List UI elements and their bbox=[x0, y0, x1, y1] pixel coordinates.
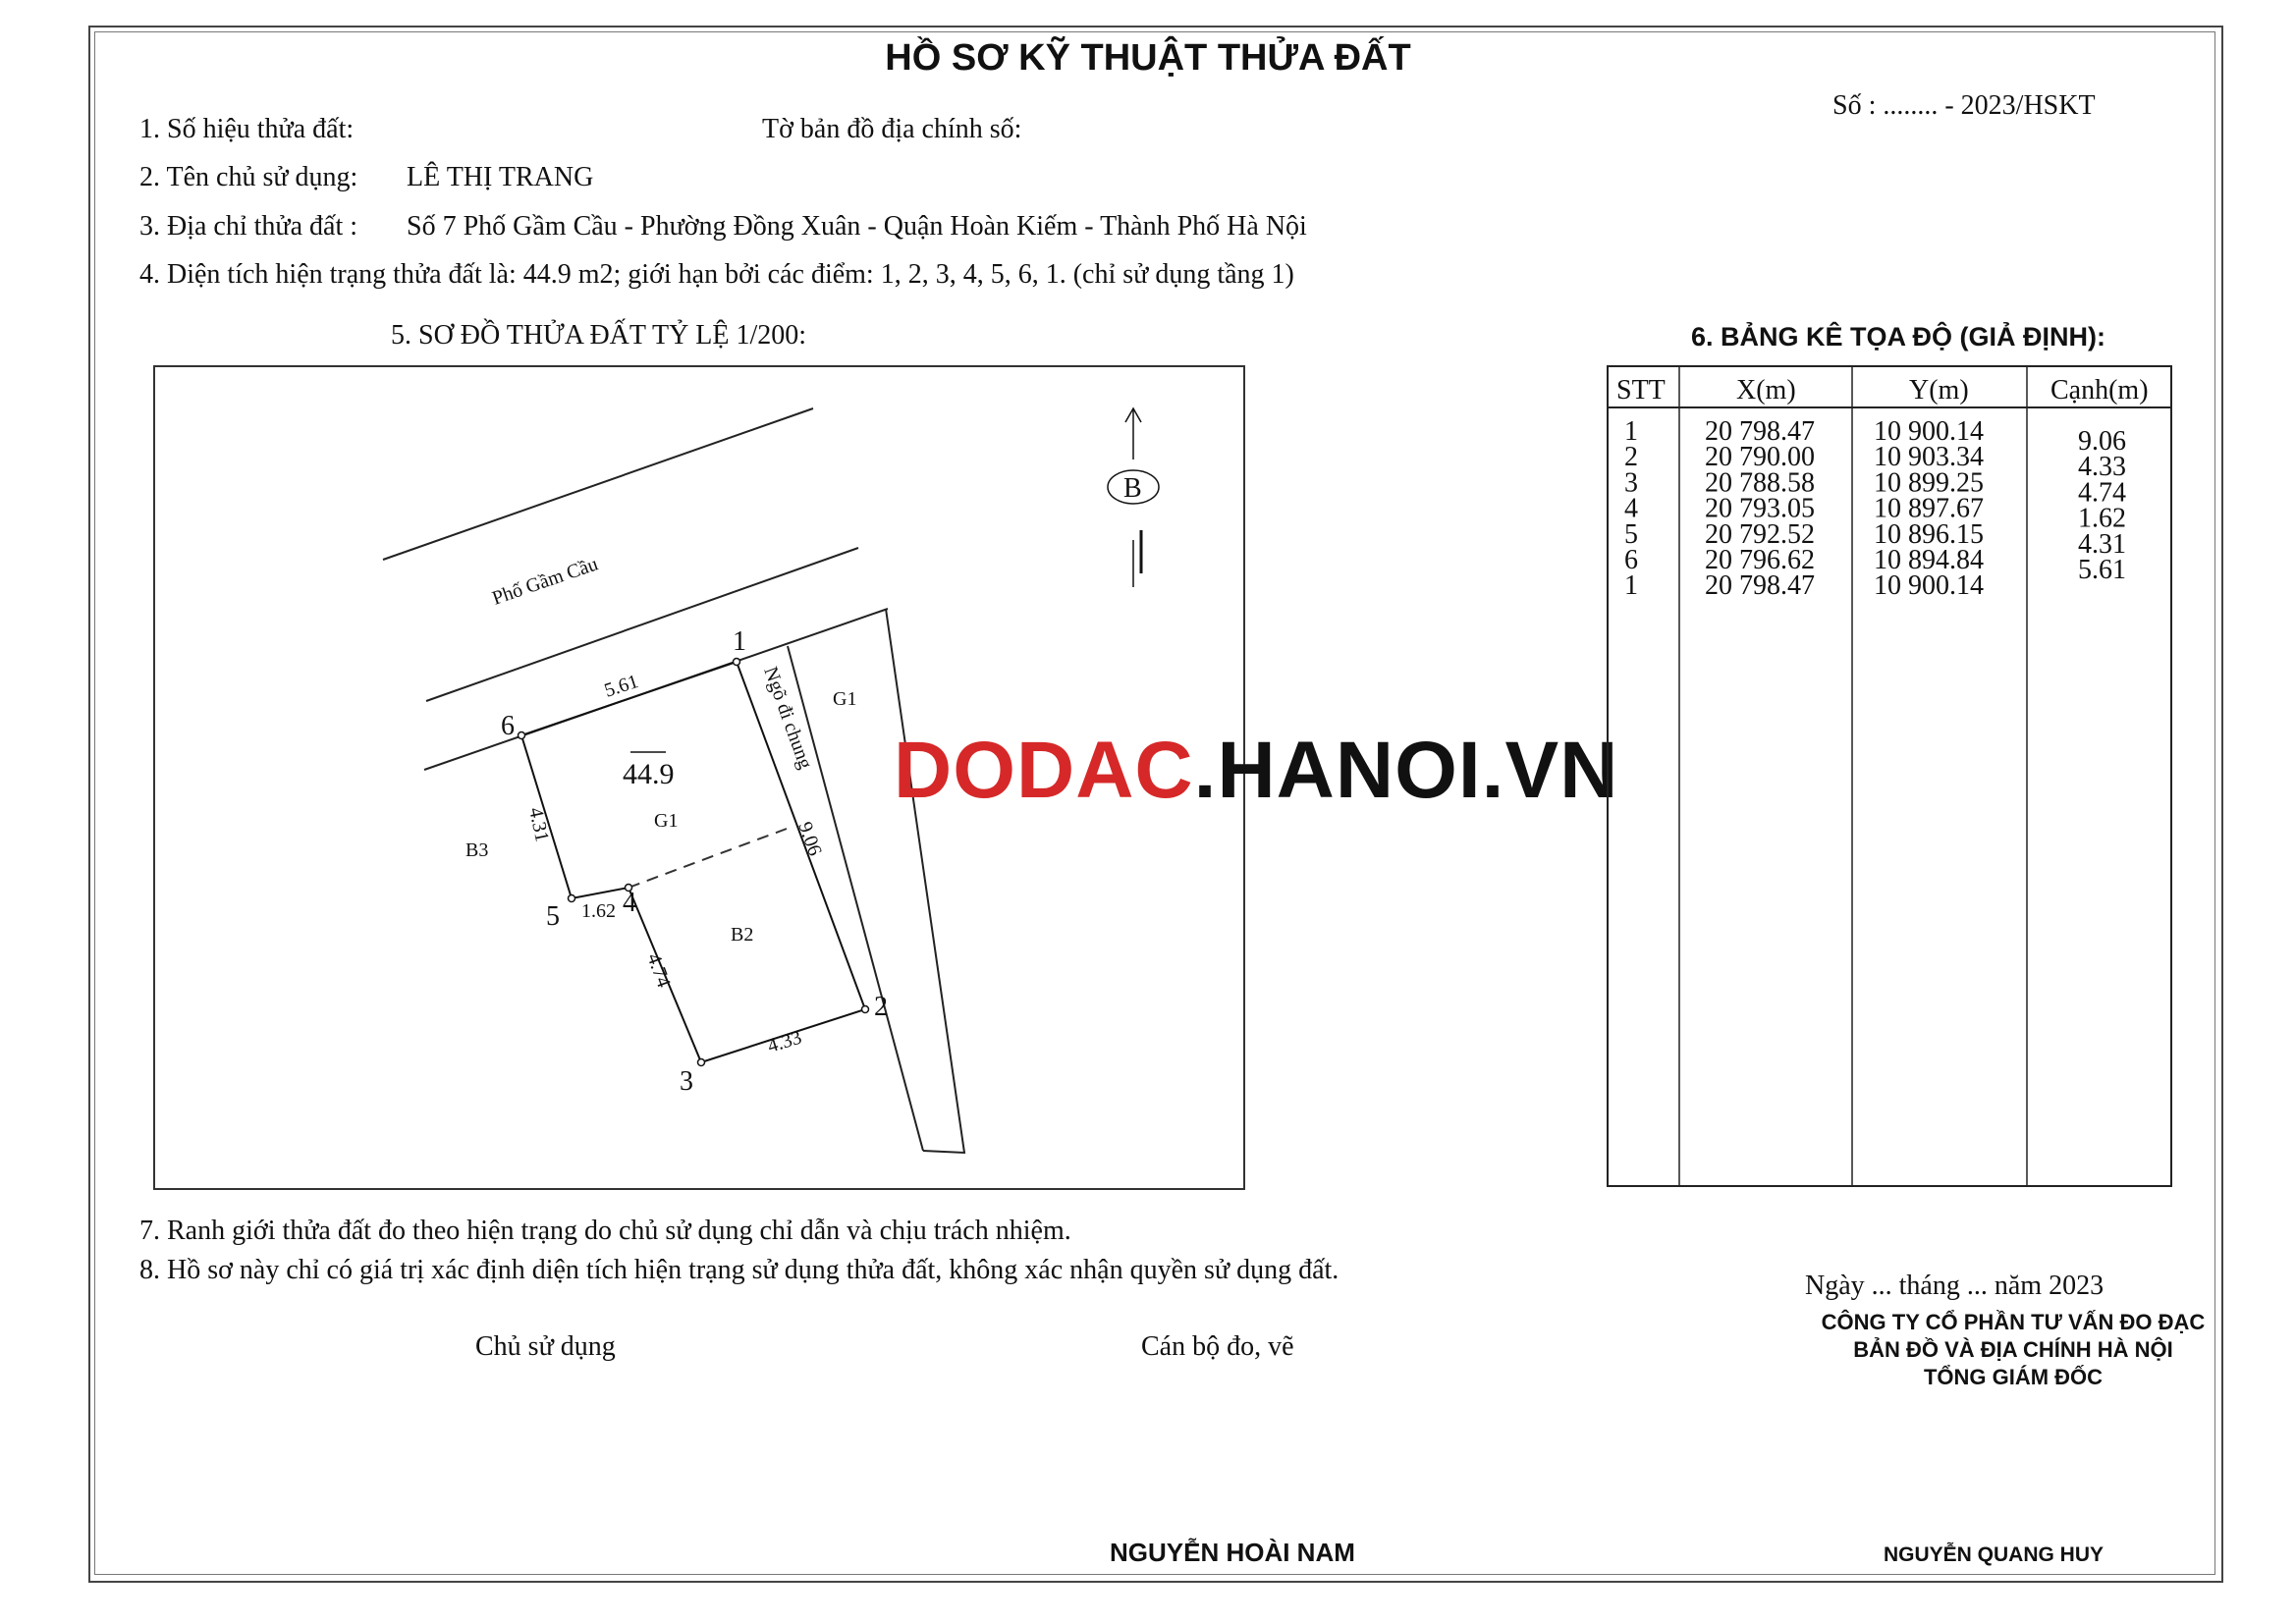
vertex-6 bbox=[519, 732, 525, 739]
table-cell-stt: 2 bbox=[1624, 442, 1638, 473]
company-name-line-2: BẢN ĐỒ VÀ ĐỊA CHÍNH HÀ NỘI bbox=[1853, 1337, 2173, 1362]
table-cell-edge: 9.06 bbox=[2078, 426, 2126, 457]
table-cell-stt: 1 bbox=[1624, 570, 1638, 602]
table-cell-y: 10 896.15 bbox=[1874, 518, 1984, 550]
table-cell-stt: 1 bbox=[1624, 416, 1638, 447]
document-number: Số : ........ - 2023/HSKT bbox=[1832, 90, 2096, 121]
table-cell-stt: 3 bbox=[1624, 467, 1638, 499]
table-cell-edge: 4.33 bbox=[2078, 452, 2126, 483]
zone-label-b3: B3 bbox=[465, 839, 489, 861]
north-label: B bbox=[1123, 473, 1142, 504]
alley-name: Ngõ đi chung bbox=[759, 664, 817, 773]
table-cell-x: 20 798.47 bbox=[1705, 570, 1815, 602]
table-header-y: Y(m) bbox=[1909, 375, 1969, 406]
table-cell-y: 10 903.34 bbox=[1874, 442, 1984, 473]
document-title: HỒ SƠ KỸ THUẬT THỬA ĐẤT bbox=[885, 37, 1411, 79]
table-header-x: X(m) bbox=[1736, 375, 1796, 406]
alley-edge-right bbox=[886, 609, 964, 1153]
map-heading: 5. SƠ ĐỒ THỬA ĐẤT TỶ LỆ 1/200: bbox=[391, 320, 807, 351]
table-cell-edge: 5.61 bbox=[2078, 555, 2126, 585]
table-cell-y: 10 894.84 bbox=[1874, 545, 1984, 575]
surveyor-signature-label: Cán bộ đo, vẽ bbox=[1141, 1331, 1294, 1362]
table-cell-edge: 1.62 bbox=[2078, 503, 2126, 534]
map-sheet-label: Tờ bản đồ địa chính số: bbox=[762, 114, 1022, 144]
address-label: 3. Địa chỉ thửa đất : bbox=[139, 211, 358, 242]
street-name: Phố Gầm Cầu bbox=[489, 553, 601, 610]
watermark-part-2: .HANOI.VN bbox=[1193, 726, 1619, 815]
owner-label: 2. Tên chủ sử dụng: bbox=[139, 162, 358, 192]
parcel-number-label: 1. Số hiệu thửa đất: bbox=[139, 114, 355, 144]
vertex-2 bbox=[862, 1006, 869, 1013]
surveyor-name: NGUYỄN HOÀI NAM bbox=[1110, 1538, 1355, 1567]
table-cell-edge: 4.74 bbox=[2078, 477, 2126, 509]
vertex-3 bbox=[698, 1059, 705, 1066]
note-7: 7. Ranh giới thửa đất đo theo hiện trạng do chủ sử dụng chỉ dẫn và chịu trách nhiệm. bbox=[139, 1216, 1071, 1246]
vertex-5 bbox=[569, 895, 575, 902]
table-cell-x: 20 790.00 bbox=[1705, 442, 1815, 473]
watermark bbox=[894, 725, 1618, 817]
edge-length-2-3: 4.33 bbox=[765, 1026, 804, 1057]
edge-length-4-5: 1.62 bbox=[581, 900, 616, 922]
edge-length-6-1: 5.61 bbox=[601, 671, 641, 702]
table-cell-stt: 5 bbox=[1624, 518, 1638, 550]
table-cell-x: 20 788.58 bbox=[1705, 467, 1815, 499]
table-cell-y: 10 897.67 bbox=[1874, 493, 1984, 524]
director-title: TỔNG GIÁM ĐỐC bbox=[1923, 1365, 2104, 1389]
area-statement: 4. Diện tích hiện trạng thửa đất là: 44.9 m2; giới hạn bởi các điểm: 1, 2, 3, 4, 5, 6, 1. (chỉ sử dụng tầng 1) bbox=[139, 259, 1294, 290]
table-header-edge: Cạnh(m) bbox=[2050, 375, 2149, 406]
parcel-area: 44.9 bbox=[623, 758, 675, 790]
table-cell-edge: 4.31 bbox=[2078, 528, 2126, 560]
table-header-stt: STT bbox=[1616, 375, 1666, 406]
point-label-4: 4 bbox=[623, 888, 636, 918]
street-edge-middle bbox=[426, 548, 858, 701]
edge-length-1-2: 9.06 bbox=[793, 819, 826, 859]
signing-date: Ngày ... tháng ... năm 2023 bbox=[1805, 1271, 2105, 1301]
table-heading: 6. BẢNG KÊ TỌA ĐỘ (GIẢ ĐỊNH): bbox=[1691, 322, 2105, 352]
zone-label-g1-inside: G1 bbox=[654, 810, 679, 832]
vertex-1 bbox=[734, 659, 740, 666]
watermark-part-1: DODAC bbox=[894, 726, 1194, 815]
table-cell-y: 10 900.14 bbox=[1874, 416, 1984, 447]
owner-name: LÊ THỊ TRANG bbox=[407, 162, 594, 192]
floor-division-line bbox=[629, 829, 787, 888]
point-label-2: 2 bbox=[874, 992, 888, 1022]
point-label-1: 1 bbox=[733, 626, 746, 657]
table-cell-stt: 6 bbox=[1624, 545, 1638, 575]
address-value: Số 7 Phố Gầm Cầu - Phường Đồng Xuân - Quận Hoàn Kiếm - Thành Phố Hà Nội bbox=[407, 211, 1307, 242]
note-8: 8. Hồ sơ này chỉ có giá trị xác định diện tích hiện trạng sử dụng thửa đất, không xác nhận quyền sử dụng đất. bbox=[139, 1255, 1339, 1285]
edge-length-3-4: 4.74 bbox=[642, 950, 675, 991]
edge-length-5-6: 4.31 bbox=[524, 805, 553, 844]
parcel-outline bbox=[521, 662, 865, 1062]
table-cell-x: 20 793.05 bbox=[1705, 493, 1815, 524]
table-cell-y: 10 899.25 bbox=[1874, 467, 1984, 499]
table-cell-y: 10 900.14 bbox=[1874, 570, 1984, 602]
zone-label-b2: B2 bbox=[731, 924, 754, 946]
director-name: NGUYỄN QUANG HUY bbox=[1884, 1543, 2105, 1566]
coordinate-table bbox=[1607, 365, 2172, 1190]
table-cell-x: 20 792.52 bbox=[1705, 518, 1815, 550]
zone-label-g1-outside: G1 bbox=[833, 688, 857, 710]
owner-signature-label: Chủ sử dụng bbox=[475, 1331, 616, 1362]
point-label-6: 6 bbox=[501, 711, 515, 741]
table-cell-x: 20 796.62 bbox=[1705, 545, 1815, 575]
point-label-3: 3 bbox=[680, 1066, 693, 1097]
point-label-5: 5 bbox=[546, 901, 560, 932]
table-cell-x: 20 798.47 bbox=[1705, 416, 1815, 447]
street-edge-upper bbox=[383, 408, 813, 560]
company-name-line-1: CÔNG TY CỔ PHẦN TƯ VẤN ĐO ĐẠC bbox=[1821, 1310, 2206, 1334]
table-cell-stt: 4 bbox=[1624, 493, 1638, 524]
